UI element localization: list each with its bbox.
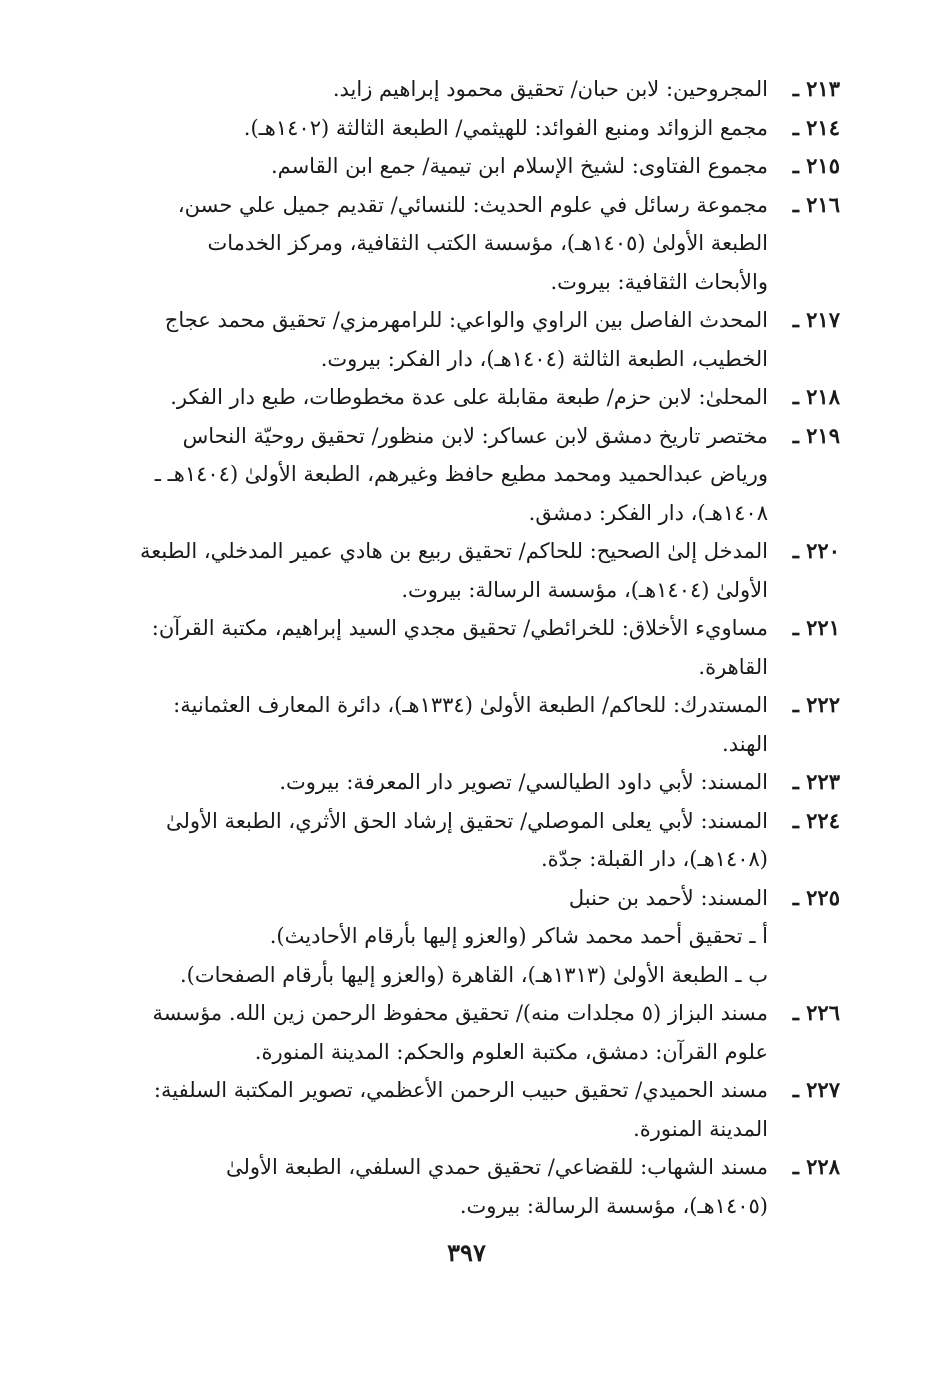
entry-text: المستدرك: للحاكم/ الطبعة الأولىٰ (١٣٣٤هـ)، دائرة المعارف العثمانية: الهند.	[173, 693, 768, 756]
bibliography-entry	[140, 763, 840, 802]
entry-number: ٢١٦ ـ	[792, 191, 840, 217]
entry-number: ٢٢٦ ـ	[792, 1000, 840, 1025]
sub-entry: أ ـ تحقيق أحمد محمد شاكر (والعزو إليها بأرقام الأحاديث).	[269, 924, 768, 948]
bibliography-entry	[140, 609, 840, 686]
entry-number: ٢٢٣ ـ	[792, 769, 840, 794]
bibliography-list	[140, 70, 840, 1225]
entry-number: ٢٢٥ ـ	[792, 884, 840, 910]
entry-number: ٢١٤ ـ	[792, 114, 840, 140]
entry-text: المجروحين: لابن حبان/ تحقيق محمود إبراهيم زايد.	[332, 77, 768, 101]
entry-number: ٢١٩ ـ	[792, 422, 840, 448]
entry-number: ٢٢٨ ـ	[792, 1154, 840, 1179]
bibliography-entry	[140, 109, 840, 148]
entry-text: المسند: لأبي داود الطيالسي/ تصوير دار المعرفة: بيروت.	[279, 770, 768, 794]
entry-text: مسند الشهاب: للقضاعي/ تحقيق حمدي السلفي، الطبعة الأولىٰ (١٤٠٥هـ)، مؤسسة الرسالة: بيروت.	[226, 1155, 768, 1218]
bibliography-entry	[140, 686, 840, 763]
bibliography-entry	[140, 802, 840, 879]
entry-text: مسند الحميدي/ تحقيق حبيب الرحمن الأعظمي، تصوير المكتبة السلفية: المدينة المنورة.	[153, 1078, 768, 1141]
bibliography-entry	[140, 1148, 840, 1225]
entry-number: ٢١٨ ـ	[792, 384, 840, 409]
entry-number: ٢١٣ ـ	[792, 76, 840, 101]
entry-text: مجموعة رسائل في علوم الحديث: للنسائي/ تقديم جميل علي حسن، الطبعة الأولىٰ (١٤٠٥هـ)، مؤسسة الكتب الثقافية، ومركز الخدمات والأبحاث الثقافية: بيروت.	[177, 192, 768, 294]
entry-text: المحلىٰ: لابن حزم/ طبعة مقابلة على عدة مخطوطات، طبع دار الفكر.	[170, 385, 768, 409]
bibliography-entry	[140, 879, 840, 918]
entry-number: ٢٢٠ ـ	[792, 538, 840, 563]
entry-number: ٢٢٢ ـ	[792, 692, 840, 717]
entry-text: مساويء الأخلاق: للخرائطي/ تحقيق مجدي السيد إبراهيم، مكتبة القرآن: القاهرة.	[151, 616, 768, 679]
bibliography-entry	[140, 532, 840, 609]
bibliography-entry	[140, 417, 840, 533]
bibliography-entry	[140, 301, 840, 378]
entry-number: ٢٢٤ ـ	[792, 807, 840, 833]
entry-number: ٢٢٧ ـ	[792, 1077, 840, 1102]
entry-number: ٢١٥ ـ	[792, 153, 840, 178]
bibliography-entry	[140, 70, 840, 109]
entry-text: مختصر تاريخ دمشق لابن عساكر: لابن منظور/ تحقيق روحيّة النحاس ورياض عبدالحميد ومحمد مطيع حافظ وغيرهم، الطبعة الأولىٰ (١٤٠٤هـ ـ ١٤٠٨هـ)، دار الفكر: دمشق.	[154, 423, 768, 525]
sub-entry: ب ـ الطبعة الأولىٰ (١٣١٣هـ)، القاهرة (والعزو إليها بأرقام الصفحات).	[179, 962, 768, 987]
entry-text: المسند: لأبي يعلى الموصلي/ تحقيق إرشاد الحق الأثري، الطبعة الأولىٰ (١٤٠٨هـ)، دار القبلة: جدّة.	[166, 808, 768, 871]
bibliography-entry	[140, 378, 840, 417]
entry-text: مجموع الفتاوى: لشيخ الإسلام ابن تيمية/ جمع ابن القاسم.	[270, 154, 768, 178]
bibliography-entry	[140, 147, 840, 186]
bibliography-entry	[140, 1071, 840, 1148]
entry-text: مجمع الزوائد ومنبع الفوائد: للهيثمي/ الطبعة الثالثة (١٤٠٢هـ).	[243, 115, 768, 140]
entry-text: مسند البزاز (٥ مجلدات منه)/ تحقيق محفوظ الرحمن زين الله. مؤسسة علوم القرآن: دمشق، مكتبة العلوم والحكم: المدينة المنورة.	[152, 1001, 768, 1064]
bibliography-entry	[140, 994, 840, 1071]
entry-text: المسند: لأحمد بن حنبل	[568, 885, 768, 910]
page-number: ٣٩٧	[447, 1238, 486, 1267]
entry-text: المحدث الفاصل بين الراوي والواعي: للرامهرمزي/ تحقيق محمد عجاج الخطيب، الطبعة الثالثة (١٤٠٤هـ)، دار الفكر: بيروت.	[164, 308, 768, 371]
entry-number: ٢١٧ ـ	[792, 307, 840, 332]
entry-text: المدخل إلىٰ الصحيح: للحاكم/ تحقيق ربيع بن هادي عمير المدخلي، الطبعة الأولىٰ (١٤٠٤هـ)، مؤسسة الرسالة: بيروت.	[140, 539, 768, 602]
entry-number: ٢٢١ ـ	[792, 615, 840, 640]
bibliography-entry	[140, 186, 840, 302]
